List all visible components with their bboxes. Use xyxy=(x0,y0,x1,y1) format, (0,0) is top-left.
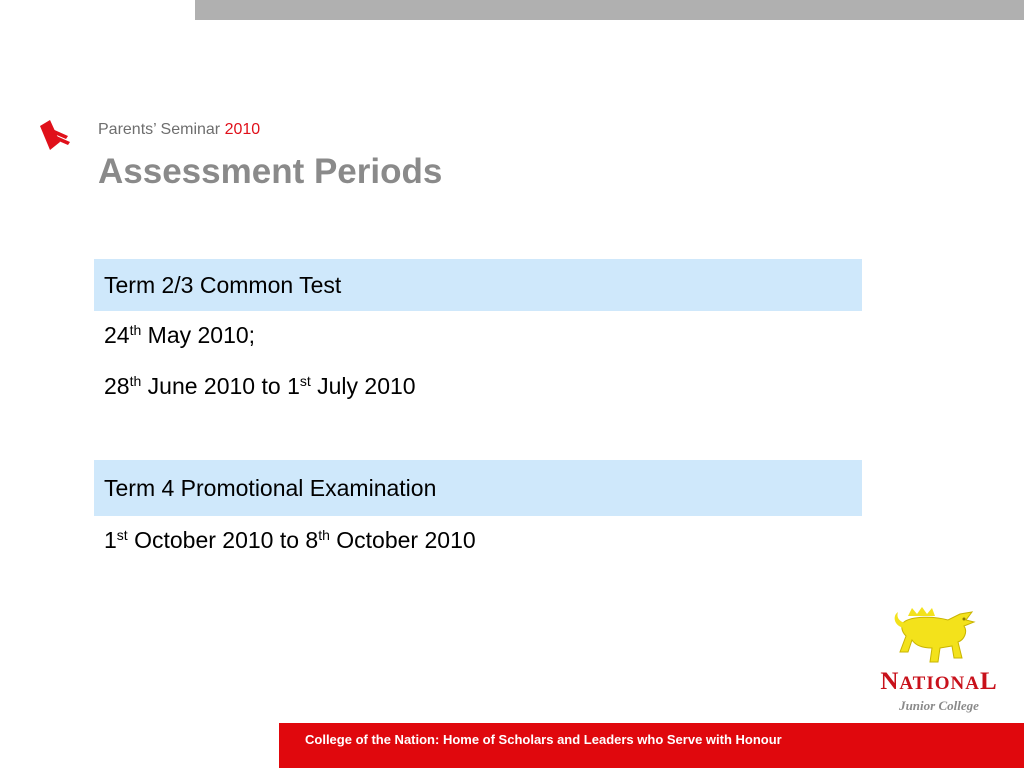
date-suffix: st xyxy=(299,373,311,389)
date-suffix: th xyxy=(318,527,330,543)
logo-final: L xyxy=(979,668,998,695)
date-suffix: st xyxy=(116,527,128,543)
subtitle-year: 2010 xyxy=(224,121,261,138)
period-header-label: Term 2/3 Common Test xyxy=(104,271,342,298)
period-date-line xyxy=(104,322,255,349)
top-gray-bar xyxy=(195,0,1024,20)
date-suffix: th xyxy=(129,322,142,338)
date-suffix: th xyxy=(129,373,142,389)
date-day: 28 xyxy=(104,373,130,399)
date-rest: October 2010 to 8 xyxy=(127,527,319,553)
date-rest: June 2010 to 1 xyxy=(141,373,300,399)
footer-motto: College of the Nation: Home of Scholars and Leaders who Serve with Honour xyxy=(305,732,782,747)
footer-bar xyxy=(279,723,1024,768)
logo-initial: N xyxy=(880,668,900,695)
logo-middle: ATIONA xyxy=(899,673,980,694)
logo-subtitle: Junior College xyxy=(899,698,979,713)
date-day: 1 xyxy=(104,527,117,553)
period-date-line xyxy=(104,373,416,400)
period-header-term-2-3 xyxy=(94,259,862,311)
date-rest: May 2010; xyxy=(141,322,256,348)
period-header-label: Term 4 Promotional Examination xyxy=(104,474,437,501)
logo-wordmark xyxy=(864,668,1014,696)
date-rest: July 2010 xyxy=(310,373,416,399)
slide-subtitle xyxy=(98,121,260,139)
slide-title: Assessment Periods xyxy=(98,152,443,191)
period-date-line xyxy=(104,527,476,554)
brand-chevron-icon xyxy=(38,118,74,154)
lion-crest-icon xyxy=(864,606,1014,668)
college-logo xyxy=(864,606,1014,718)
date-rest: October 2010 xyxy=(329,527,476,553)
period-header-term-4 xyxy=(94,460,862,516)
subtitle-text: Parents’ Seminar xyxy=(98,121,221,138)
date-day: 24 xyxy=(104,322,130,348)
